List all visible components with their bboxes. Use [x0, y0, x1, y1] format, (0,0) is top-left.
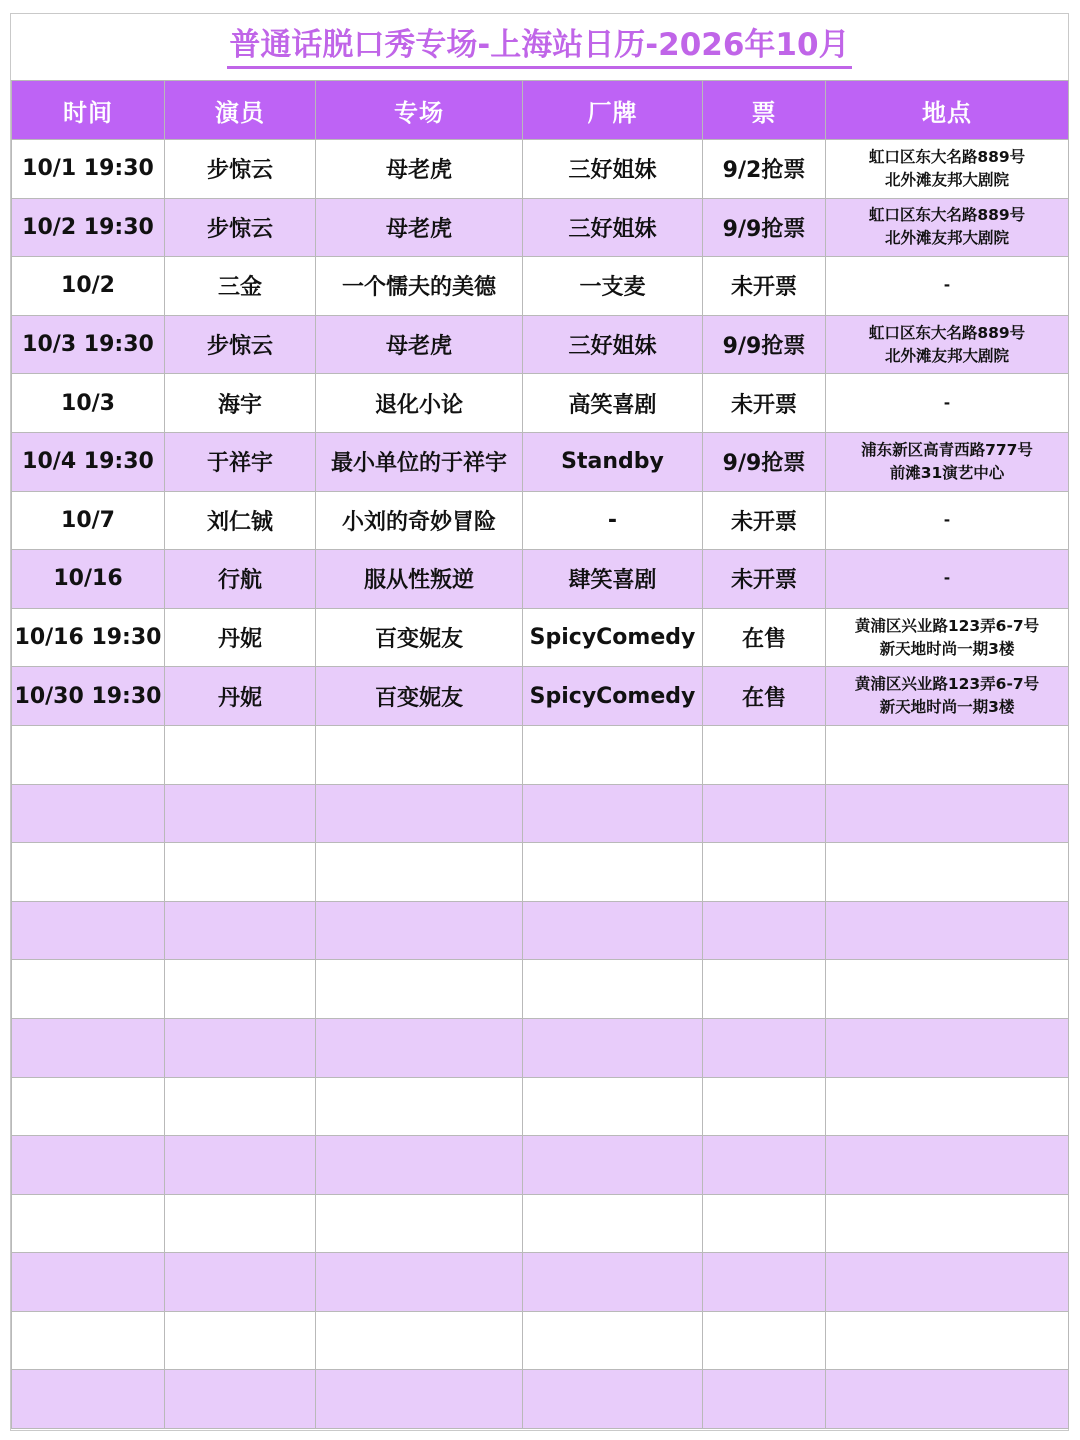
cell-show — [316, 1370, 523, 1429]
cell-performer — [165, 1136, 316, 1195]
cell-label — [523, 784, 703, 843]
cell-time — [12, 1018, 165, 1077]
table-row — [12, 667, 1069, 726]
cell-performer — [165, 784, 316, 843]
cell-show: 百变妮友 — [316, 608, 523, 667]
cell-time: 10/4 19:30 — [12, 432, 165, 491]
cell-label: Standby — [523, 432, 703, 491]
table-row — [12, 960, 1069, 1019]
cell-show — [316, 725, 523, 784]
cell-performer: 行航 — [165, 550, 316, 609]
table-header-row — [12, 81, 1069, 140]
cell-performer — [165, 1018, 316, 1077]
venue-line: 新天地时尚一期3楼 — [879, 639, 1015, 658]
cell-performer — [165, 1194, 316, 1253]
table-row — [12, 198, 1069, 257]
cell-show — [316, 901, 523, 960]
column-header-performer: 演员 — [165, 81, 316, 140]
cell-time — [12, 1370, 165, 1429]
cell-venue — [826, 257, 1069, 316]
cell-venue — [826, 140, 1069, 199]
venue-line: 虹口区东大名路889号 — [868, 323, 1026, 342]
table-row — [12, 1077, 1069, 1136]
cell-venue — [826, 550, 1069, 609]
cell-performer — [165, 1253, 316, 1312]
cell-venue — [826, 960, 1069, 1019]
cell-venue — [826, 1311, 1069, 1370]
cell-venue — [826, 1253, 1069, 1312]
cell-performer: 丹妮 — [165, 667, 316, 726]
table-row — [12, 1018, 1069, 1077]
cell-label: 三好姐妹 — [523, 315, 703, 374]
cell-performer: 刘仁铖 — [165, 491, 316, 550]
cell-ticket — [703, 960, 826, 1019]
cell-ticket: 未开票 — [703, 491, 826, 550]
cell-label — [523, 725, 703, 784]
cell-show: 母老虎 — [316, 315, 523, 374]
cell-label: 一支麦 — [523, 257, 703, 316]
table-row — [12, 1253, 1069, 1312]
cell-time: 10/7 — [12, 491, 165, 550]
cell-show — [316, 1194, 523, 1253]
cell-label — [523, 1077, 703, 1136]
cell-venue — [826, 198, 1069, 257]
cell-show: 母老虎 — [316, 140, 523, 199]
cell-show: 退化小论 — [316, 374, 523, 433]
cell-label — [523, 1311, 703, 1370]
table-row — [12, 843, 1069, 902]
cell-ticket: 9/9抢票 — [703, 315, 826, 374]
cell-ticket — [703, 901, 826, 960]
table-row — [12, 257, 1069, 316]
cell-time — [12, 1311, 165, 1370]
cell-label: 三好姐妹 — [523, 198, 703, 257]
cell-label — [523, 1018, 703, 1077]
cell-label — [523, 901, 703, 960]
table-row — [12, 784, 1069, 843]
cell-venue — [826, 315, 1069, 374]
cell-time — [12, 725, 165, 784]
table-row — [12, 550, 1069, 609]
venue-line: 虹口区东大名路889号 — [868, 147, 1026, 166]
cell-show — [316, 1311, 523, 1370]
cell-label: SpicyComedy — [523, 667, 703, 726]
column-header-time: 时间 — [12, 81, 165, 140]
cell-venue — [826, 491, 1069, 550]
cell-time: 10/3 19:30 — [12, 315, 165, 374]
cell-show — [316, 960, 523, 1019]
venue-line: 北外滩友邦大剧院 — [884, 229, 1009, 248]
cell-show: 小刘的奇妙冒险 — [316, 491, 523, 550]
cell-show — [316, 1136, 523, 1195]
cell-time — [12, 1194, 165, 1253]
cell-label: 三好姐妹 — [523, 140, 703, 199]
cell-venue — [826, 608, 1069, 667]
cell-venue — [826, 1370, 1069, 1429]
table-row — [12, 1194, 1069, 1253]
cell-performer — [165, 960, 316, 1019]
cell-venue — [826, 1018, 1069, 1077]
cell-label — [523, 1370, 703, 1429]
cell-label — [523, 843, 703, 902]
cell-label — [523, 1253, 703, 1312]
table-row — [12, 315, 1069, 374]
cell-time: 10/3 — [12, 374, 165, 433]
cell-performer — [165, 901, 316, 960]
table-row — [12, 1136, 1069, 1195]
schedule-table — [11, 80, 1069, 1429]
table-row — [12, 1370, 1069, 1429]
column-header-ticket: 票 — [703, 81, 826, 140]
cell-venue — [826, 784, 1069, 843]
cell-label: 肆笑喜剧 — [523, 550, 703, 609]
venue-line: 黄浦区兴业路123弄6-7号 — [854, 675, 1040, 694]
cell-venue — [826, 374, 1069, 433]
cell-performer: 海宇 — [165, 374, 316, 433]
column-header-venue: 地点 — [826, 81, 1069, 140]
venue-line: 新天地时尚一期3楼 — [879, 698, 1015, 717]
cell-show: 一个懦夫的美德 — [316, 257, 523, 316]
cell-time: 10/2 19:30 — [12, 198, 165, 257]
cell-time — [12, 1253, 165, 1312]
cell-ticket — [703, 725, 826, 784]
cell-performer: 于祥宇 — [165, 432, 316, 491]
column-header-label: 厂牌 — [523, 81, 703, 140]
cell-performer — [165, 843, 316, 902]
venue-line: - — [943, 510, 951, 529]
cell-performer: 步惊云 — [165, 198, 316, 257]
cell-show: 服从性叛逆 — [316, 550, 523, 609]
cell-time: 10/2 — [12, 257, 165, 316]
cell-ticket — [703, 1311, 826, 1370]
venue-line: 黄浦区兴业路123弄6-7号 — [854, 616, 1040, 635]
cell-ticket — [703, 1077, 826, 1136]
cell-venue — [826, 725, 1069, 784]
cell-label: 高笑喜剧 — [523, 374, 703, 433]
cell-venue — [826, 1136, 1069, 1195]
cell-performer — [165, 1077, 316, 1136]
cell-performer — [165, 1370, 316, 1429]
cell-performer: 丹妮 — [165, 608, 316, 667]
cell-venue — [826, 1077, 1069, 1136]
cell-label — [523, 1136, 703, 1195]
cell-time — [12, 784, 165, 843]
cell-ticket: 未开票 — [703, 257, 826, 316]
cell-label — [523, 1194, 703, 1253]
column-header-show: 专场 — [316, 81, 523, 140]
table-row — [12, 491, 1069, 550]
cell-performer: 步惊云 — [165, 140, 316, 199]
cell-performer — [165, 1311, 316, 1370]
cell-time: 10/30 19:30 — [12, 667, 165, 726]
calendar-sheet — [10, 13, 1069, 1431]
cell-ticket — [703, 1194, 826, 1253]
cell-show — [316, 1018, 523, 1077]
cell-performer: 步惊云 — [165, 315, 316, 374]
venue-line: 前滩31演艺中心 — [889, 463, 1005, 482]
cell-ticket — [703, 1253, 826, 1312]
table-row — [12, 725, 1069, 784]
title-bar — [11, 14, 1068, 80]
venue-line: 北外滩友邦大剧院 — [884, 170, 1009, 189]
table-row — [12, 374, 1069, 433]
cell-ticket — [703, 843, 826, 902]
table-row — [12, 1311, 1069, 1370]
cell-ticket: 9/9抢票 — [703, 198, 826, 257]
cell-show — [316, 1077, 523, 1136]
cell-time — [12, 1136, 165, 1195]
cell-ticket: 9/9抢票 — [703, 432, 826, 491]
cell-time — [12, 1077, 165, 1136]
cell-ticket: 在售 — [703, 667, 826, 726]
venue-line: 虹口区东大名路889号 — [868, 206, 1026, 225]
venue-line: - — [943, 276, 951, 295]
cell-show — [316, 784, 523, 843]
cell-show — [316, 1253, 523, 1312]
page-title: 普通话脱口秀专场-上海站日历-2026年10月 — [227, 26, 851, 69]
cell-label — [523, 960, 703, 1019]
table-row — [12, 608, 1069, 667]
cell-show: 母老虎 — [316, 198, 523, 257]
cell-label: - — [523, 491, 703, 550]
cell-time: 10/1 19:30 — [12, 140, 165, 199]
cell-performer: 三金 — [165, 257, 316, 316]
cell-venue — [826, 843, 1069, 902]
cell-time — [12, 960, 165, 1019]
cell-ticket — [703, 784, 826, 843]
cell-time: 10/16 — [12, 550, 165, 609]
table-row — [12, 140, 1069, 199]
cell-ticket: 未开票 — [703, 374, 826, 433]
cell-show: 百变妮友 — [316, 667, 523, 726]
cell-venue — [826, 1194, 1069, 1253]
venue-line: - — [943, 393, 951, 412]
cell-time — [12, 901, 165, 960]
cell-ticket: 未开票 — [703, 550, 826, 609]
cell-time: 10/16 19:30 — [12, 608, 165, 667]
cell-show — [316, 843, 523, 902]
cell-venue — [826, 901, 1069, 960]
cell-performer — [165, 725, 316, 784]
cell-ticket: 9/2抢票 — [703, 140, 826, 199]
cell-ticket — [703, 1018, 826, 1077]
venue-line: 北外滩友邦大剧院 — [884, 346, 1009, 365]
table-row — [12, 432, 1069, 491]
cell-label: SpicyComedy — [523, 608, 703, 667]
cell-ticket — [703, 1370, 826, 1429]
cell-venue — [826, 667, 1069, 726]
cell-show: 最小单位的于祥宇 — [316, 432, 523, 491]
venue-line: - — [943, 569, 951, 588]
cell-venue — [826, 432, 1069, 491]
cell-time — [12, 843, 165, 902]
cell-ticket — [703, 1136, 826, 1195]
table-row — [12, 901, 1069, 960]
venue-line: 浦东新区高青西路777号 — [861, 440, 1033, 459]
cell-ticket: 在售 — [703, 608, 826, 667]
